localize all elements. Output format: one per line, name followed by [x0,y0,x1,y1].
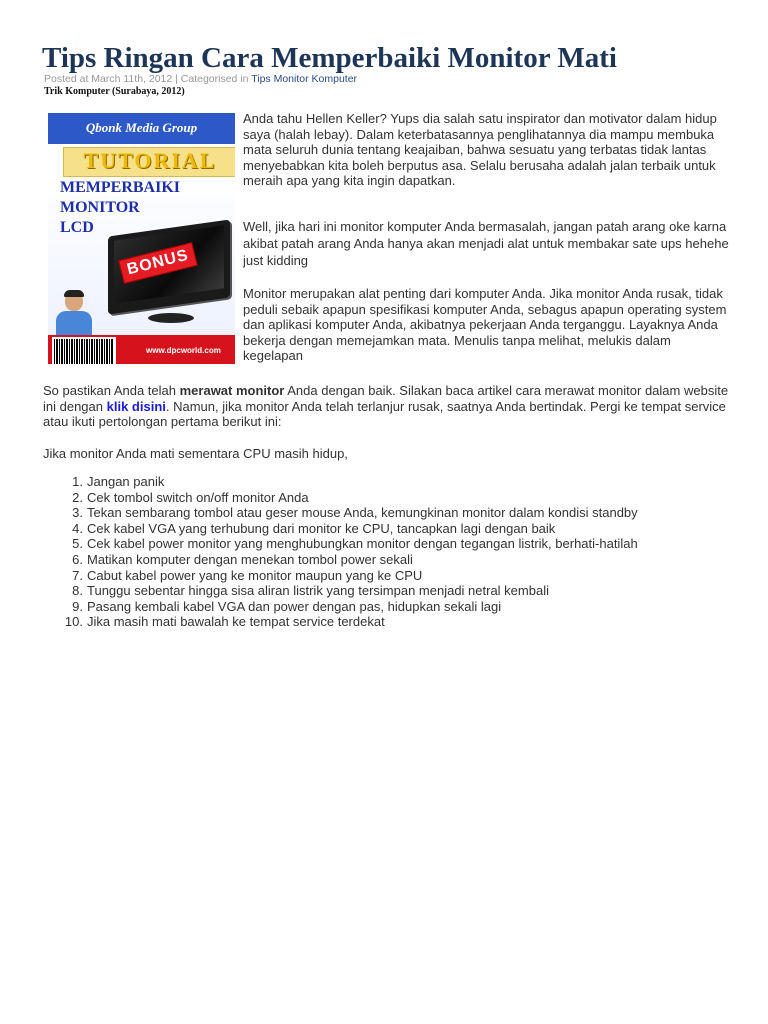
paragraph-care-text-c: . Namun, jika monitor Anda telah terlanjur rusak, saatnya Anda bertindak. Pergi ke tempat service atau ikuti pertolongan pertama berikut ini: [43,398,726,430]
list-item [43,474,638,490]
list-item [43,505,638,521]
list-item [43,599,638,615]
list-item-number: 6. [72,551,83,567]
article-title: Tips Ringan Cara Memperbaiki Monitor Mati [42,42,617,74]
paragraph-intro: Anda tahu Hellen Keller? Yups dia salah satu inspirator dan motivator dalam hidup saya (halah lebay). Dalam keterbatasannya penglihatannya dia mampu membuka mata seluruh dunia tentang keajaiban, bahwa sesuatu yang terbatas tidak lantas menyebabkan kita boleh berputus asa. Selalu berusaha adalah jalan terbaik untuk meraih apa yang kita ingin dapatkan. [243,111,717,189]
cover-website: www.dpcworld.com [146,346,221,355]
cover-heading-line1: MEMPERBAIKI [60,179,180,196]
list-item [43,614,638,630]
book-cover-image [48,113,235,364]
list-item-number: 7. [72,567,83,583]
steps-list [43,474,638,630]
author-hair [64,290,84,297]
post-meta-text: Posted at March 11th, 2012 | Categorised in [44,73,252,85]
merawat-monitor-link[interactable]: merawat monitor [179,383,285,398]
list-item-number: 2. [72,489,83,505]
post-meta [44,72,357,86]
paragraph-well: Well, jika hari ini monitor komputer Anda bermasalah, jangan patah arang oke karna akibat patah arang Anda hanya akan menjadi alat untuk membakar sate ups hehehe just kidding [243,219,729,268]
cover-tutorial-label: TUTORIAL [83,148,217,173]
list-item-text: Pasang kembali kabel VGA dan power dengan pas, hidupkan sekali lagi [87,598,502,614]
list-item-text: Jangan panik [87,474,165,489]
list-item-text: Jika masih mati bawalah ke tempat service terdekat [87,614,385,630]
list-item-number: 8. [72,583,83,599]
list-item [43,568,638,584]
list-item-number: 5. [72,536,83,552]
paragraph-care [43,383,733,430]
list-item-number: 3. [72,505,83,521]
list-item-text: Cek kabel power monitor yang menghubungkan monitor dengan tegangan listrik, berhati-hatilah [87,536,638,552]
list-item-text: Cek tombol switch on/off monitor Anda [87,489,309,505]
byline: Trik Komputer (Surabaya, 2012) [44,86,185,97]
list-item-number: 1. [72,474,83,489]
paragraph-care-text-b: Anda dengan baik. Silakan baca artikel cara merawat monitor dalam website ini dengan [43,383,729,414]
cover-publisher: Qbonk Media Group [85,120,198,135]
klik-disini-link[interactable]: klik disini [106,398,166,414]
paragraph-care-text-a: So pastikan Anda telah [43,383,180,398]
list-item-text: Matikan komputer dengan menekan tombol power sekali [87,551,413,567]
list-item [43,583,638,599]
list-item-number: 4. [72,520,83,536]
author-body [56,311,92,335]
list-item-text: Cek kabel VGA yang terhubung dari monitor ke CPU, tancapkan lagi dengan baik [87,520,556,536]
list-item [43,536,638,552]
monitor-stand [148,313,194,323]
barcode-icon [52,337,116,364]
list-item-text: Tekan sembarang tombol atau geser mouse Anda, kemungkinan monitor dalam kondisi standby [87,505,638,521]
author-photo [56,291,92,335]
list-item [43,552,638,568]
cover-bonus-badge: BONUS [118,242,198,284]
cover-heading-line2: MONITOR [60,199,140,216]
list-item [43,490,638,506]
category-link[interactable]: Tips Monitor Komputer [251,73,358,85]
paragraph-monitor: Monitor merupakan alat penting dari komputer Anda. Jika monitor Anda rusak, tidak peduli sebaik apapun spesifikasi komputer Anda, sebagus apapun operating system dan aplikasi komputer Anda, akibatnya pekerjaan Anda terganggu. Layaknya Anda bekerja dengan memejamkan mata. Menulis tanpa melihat, melukis dalam kegelapan [243,286,727,364]
cover-heading-line3: LCD [60,219,94,236]
list-item-text: Tunggu sebentar hingga sisa aliran listrik yang tersimpan menjadi netral kembali [87,583,549,599]
paragraph-cpu: Jika monitor Anda mati sementara CPU masih hidup, [43,446,348,461]
list-item [43,521,638,537]
list-item-number: 10. [64,614,83,630]
list-item-text: Cabut kabel power yang ke monitor maupun yang ke CPU [87,567,423,583]
list-item-number: 9. [72,598,83,614]
